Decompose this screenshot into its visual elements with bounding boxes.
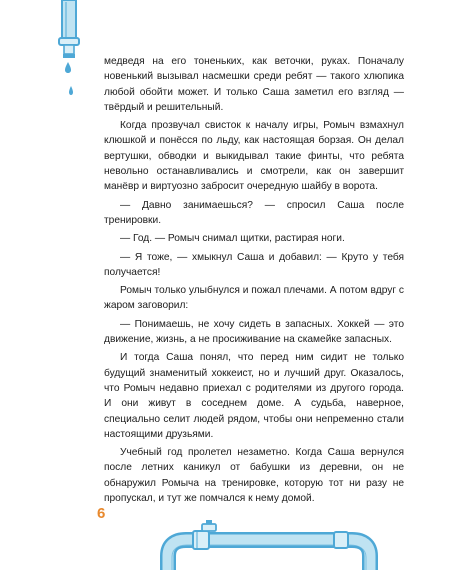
page-text bbox=[104, 54, 404, 506]
paragraph: медведя на его тоненьких, как веточки, руках. Поначалу новенький вызывал насмешки среди ребят — такого хлюпика любой обойти может. И только Саша заметил его взгляд — твёрдый и решительный. bbox=[104, 56, 404, 113]
paragraph: — Я тоже, — хмыкнул Саша и добавил: — Круто у тебя получается! bbox=[104, 251, 404, 278]
paragraph: Когда прозвучал свисток к началу игры, Ромыч взмахнул клюшкой и понёсся по льду, как настоящая борзая. Он делал вертушки, обводки и выкидывал такие финты, что ребята невольно останавливались и смотрели, как он завершит манёвр и виртуозно забросит очередную шайбу в ворота. bbox=[104, 120, 404, 193]
paragraph: — Понимаешь, не хочу сидеть в запасных. Хоккей — это движение, жизнь, а не просиживание на скамейке запасных. bbox=[104, 318, 404, 346]
paragraph: — Год. — Ромыч снимал щитки, растирая ноги. bbox=[120, 233, 345, 245]
paragraph: — Давно занимаешься? — спросил Саша после тренировки. bbox=[104, 199, 404, 226]
paragraph: Учебный год пролетел незаметно. Когда Саша вернулся после летних каникул от бабушки из деревни, он не обнаружил Ромыча на тренировке, которую тот ни разу не пропускал, и тут же помчался к нему домой. bbox=[104, 447, 404, 505]
paragraph: И тогда Саша понял, что перед ним сидит не только будущий знаменитый хоккеист, но и лучший друг. Оказалось, что Ромыч недавно приехал с родителями из другого города. И они живут в соседнем доме. А судьба, наверное, специально селит людей рядом, чтобы они непременно стали настоящими друзьями. bbox=[104, 352, 404, 440]
paragraph: Ромыч только улыбнулся и пожал плечами. А потом вдруг с жаром заговорил: bbox=[104, 285, 404, 312]
page-number: 6 bbox=[97, 505, 106, 522]
